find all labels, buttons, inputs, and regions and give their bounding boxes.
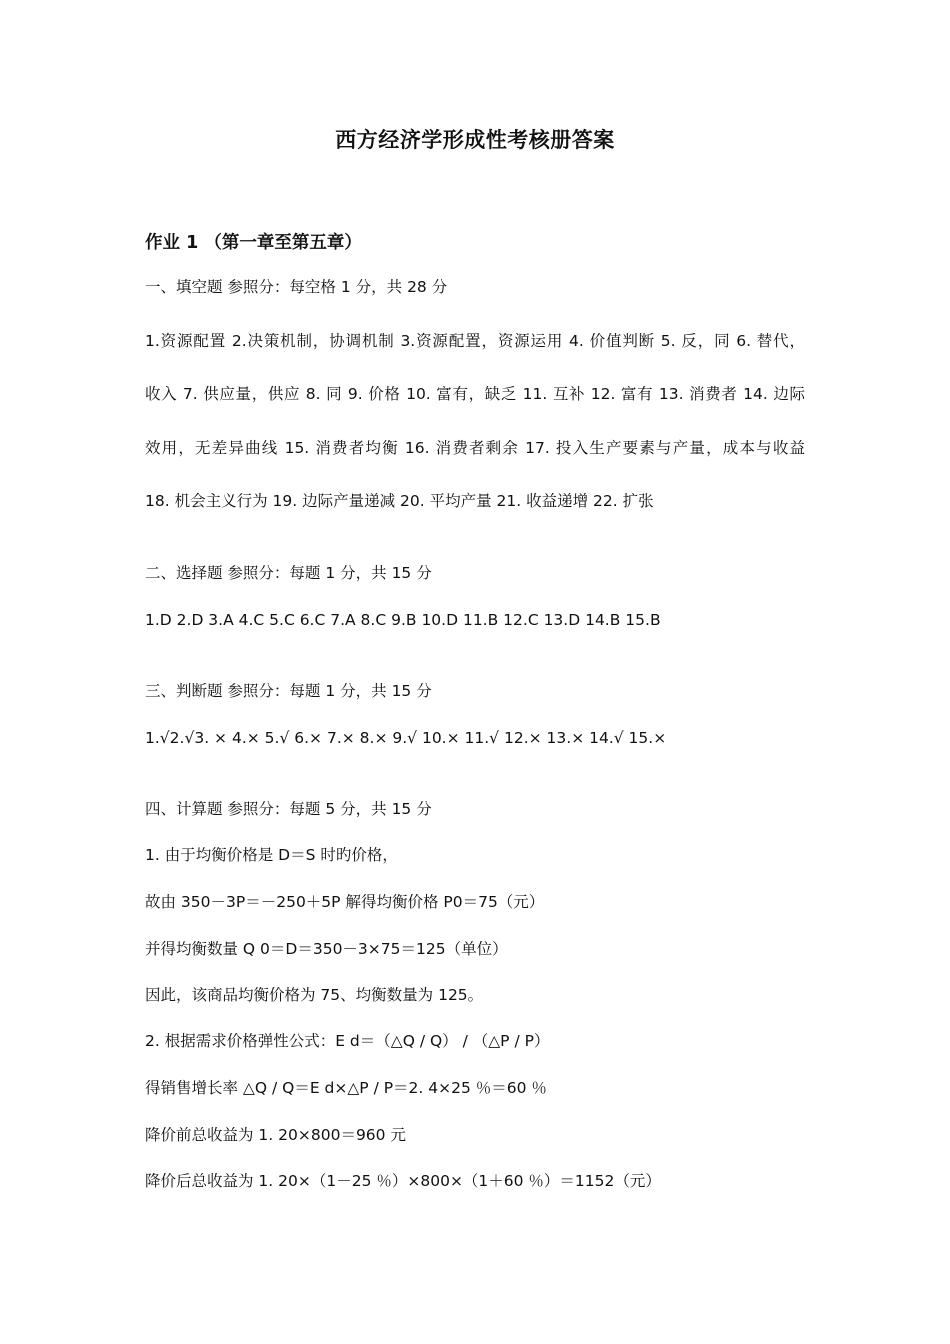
calculation-header: 四、计算题 参照分：每题 5 分，共 15 分: [145, 800, 432, 818]
calculation-line: 降价后总收益为 1. 20×（1－25 ％）×800×（1＋60 ％）＝1152（元）: [145, 1172, 661, 1190]
calculation-line: 降价前总收益为 1. 20×800＝960 元: [145, 1126, 406, 1144]
calculation-line: 1. 由于均衡价格是 D＝S 时旳价格，: [145, 846, 398, 864]
true-false-header: 三、判断题 参照分：每题 1 分，共 15 分: [145, 682, 432, 700]
calculation-line: 2. 根据需求价格弹性公式：E d＝（△Q / Q） / （△P / P）: [145, 1032, 550, 1050]
calculation-line: 并得均衡数量 Q 0＝D＝350－3×75＝125（单位）: [145, 940, 508, 958]
calculation-line: 因此，该商品均衡价格为 75、均衡数量为 125。: [145, 986, 484, 1004]
multiple-choice-answers: 1.D 2.D 3.A 4.C 5.C 6.C 7.A 8.C 9.B 10.D 11.B 12.C 13.D 14.B 15.B: [145, 611, 661, 629]
calculation-line: 得销售增长率 △Q / Q＝E d×△P / P＝2. 4×25 ％＝60 ％: [145, 1079, 547, 1097]
document-title: 西方经济学形成性考核册答案: [335, 128, 615, 152]
assignment-heading: 作业 1 （第一章至第五章）: [145, 233, 362, 253]
true-false-answers: 1.√2.√3. × 4.× 5.√ 6.× 7.× 8.× 9.√ 10.× 11.√ 12.× 13.× 14.√ 15.×: [145, 729, 667, 747]
fill-blank-answer-line: 1.资源配置 2.决策机制，协调机制 3.资源配置，资源运用 4. 价值判断 5. 反，同 6. 替代，: [145, 332, 805, 350]
calculation-line: 故由 350－3P＝－250＋5P 解得均衡价格 P0＝75（元）: [145, 893, 545, 911]
multiple-choice-header: 二、选择题 参照分：每题 1 分，共 15 分: [145, 564, 432, 582]
fill-blank-answer-line: 18. 机会主义行为 19. 边际产量递减 20. 平均产量 21. 收益递增 22. 扩张: [145, 492, 654, 510]
fill-blank-answer-line: 效用，无差异曲线 15. 消费者均衡 16. 消费者剩余 17. 投入生产要素与产量，成本与收益: [145, 439, 805, 457]
fill-blank-header: 一、填空题 参照分：每空格 1 分，共 28 分: [145, 278, 448, 296]
fill-blank-answer-line: 收入 7. 供应量，供应 8. 同 9. 价格 10. 富有，缺乏 11. 互补 12. 富有 13. 消费者 14. 边际: [145, 385, 805, 403]
